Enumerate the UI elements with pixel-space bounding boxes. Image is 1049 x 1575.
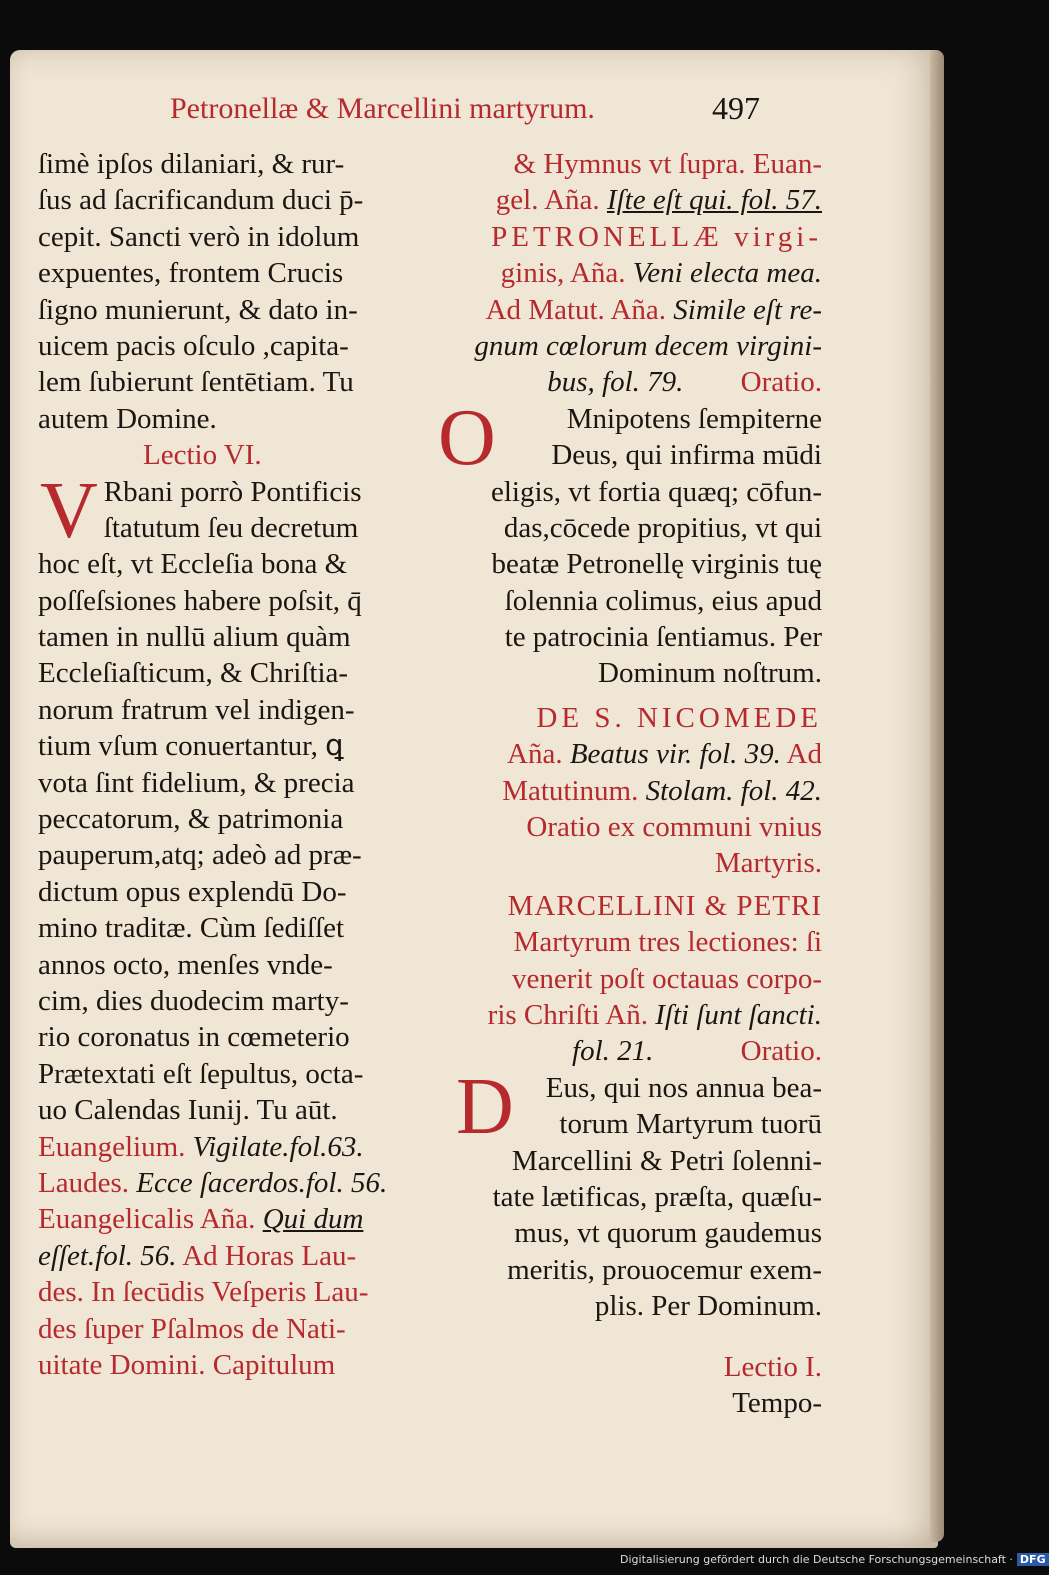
incipit: Simile eſt re- xyxy=(673,293,822,326)
text-line: vota ſint fidelium, & precia xyxy=(38,766,355,799)
rubric-line: des ſuper Pſalmos de Nati- xyxy=(38,1312,346,1345)
text-line: tate lætificas, præſta, quæſu- xyxy=(492,1180,822,1213)
drop-cap-paragraph xyxy=(436,393,822,482)
text-line: eligis, vt fortia quæq; cōfun- xyxy=(490,475,822,508)
text-line: plis. Per Dominum. xyxy=(594,1290,822,1323)
text-line: Mnipotens ſempiterne xyxy=(566,402,822,435)
text-line: ſolennia colimus, eius apud xyxy=(504,584,822,617)
drop-cap: D xyxy=(456,1062,514,1151)
incipit: fol. 21. xyxy=(572,1035,654,1068)
rubric: Ad xyxy=(786,738,822,771)
text-line: tamen in nullū alium quàm xyxy=(38,621,351,654)
page-edge xyxy=(930,50,944,1542)
rubric-line: Martyris. xyxy=(714,847,822,880)
text-line: beatæ Petronellę virginis tuę xyxy=(491,548,822,581)
text-line: lem ſubierunt ſentētiam. Tu xyxy=(38,366,354,399)
text-line: ſimè ipſos dilaniari, & rur- xyxy=(38,148,345,180)
drop-cap: O xyxy=(438,393,496,482)
text-line: mino traditæ. Cùm ſediſſet xyxy=(38,912,345,945)
drop-cap-paragraph xyxy=(38,466,426,555)
text-line: annos octo, menſes vnde- xyxy=(38,948,333,981)
running-header: Petronellæ & Marcellini martyrum. xyxy=(170,92,595,125)
text-line: cim, dies duodecim marty- xyxy=(38,984,349,1017)
incipit: eſſet.fol. 56. xyxy=(38,1239,177,1272)
text-line: Deus, qui infirma mūdi xyxy=(551,439,822,472)
rubric: Laudes. xyxy=(38,1166,129,1199)
text-block xyxy=(436,1143,822,1325)
text-line: ſus ad ſacrificandum duci p̄- xyxy=(38,184,364,217)
rubric-line xyxy=(38,1201,426,1237)
footer-credit xyxy=(620,1553,1049,1566)
feast-heading: PETRONELLÆ virgi- xyxy=(491,220,822,253)
incipit: Veni electa mea. xyxy=(632,257,822,290)
text-line: cepit. Sancti verò in idolum xyxy=(38,220,360,253)
rubric: Ad Matut. Aña. xyxy=(485,293,667,326)
rubric: Euangelicalis Aña. xyxy=(38,1203,256,1236)
incipit: bus, fol. 79. xyxy=(547,366,684,399)
rubric-line: venerit poſt octauas corpo- xyxy=(511,962,822,995)
rubric-line: Oratio ex communi vnius xyxy=(526,811,822,844)
rubric: Ad Horas Lau- xyxy=(182,1239,357,1272)
rubric-line xyxy=(436,773,822,809)
rubric-line: des. In ſecūdis Veſperis Lau- xyxy=(38,1276,369,1309)
text-line: poſſeſsiones habere poſsit, q̄ xyxy=(38,584,362,617)
incipit: Iſte eſt qui. fol. 57. xyxy=(606,184,822,217)
dfg-badge: DFG xyxy=(1017,1553,1049,1566)
rubric-line: uitate Domini. Capitulum xyxy=(38,1348,336,1381)
text-line: torum Martyrum tuorū xyxy=(559,1108,822,1141)
rubric-line xyxy=(436,736,822,772)
right-column xyxy=(436,146,822,1421)
rubric: ris Chriſti Añ. xyxy=(487,998,648,1031)
page-number: 497 xyxy=(712,90,760,126)
rubric-line xyxy=(436,997,822,1033)
incipit: Qui dum xyxy=(262,1203,364,1236)
text-line: Marcellini & Petri ſolenni- xyxy=(511,1144,822,1177)
rubric-line xyxy=(436,255,822,291)
feast-heading: MARCELLINI & PETRI xyxy=(507,889,822,922)
incipit: Iſti ſunt ſancti. xyxy=(655,998,822,1031)
rubric: Matutinum. xyxy=(502,774,639,807)
rubric: Oratio. xyxy=(740,1035,822,1068)
footer-text: Digitalisierung gefördert durch die Deutsche Forschungsgemeinschaft · xyxy=(620,1553,1013,1566)
incipit: Beatus vir. fol. 39. xyxy=(569,738,781,771)
left-column xyxy=(38,146,426,1383)
rubric-line xyxy=(38,1165,426,1201)
text-line: mus, vt quorum gaudemus xyxy=(514,1217,822,1250)
text-line: uicem pacis oſculo ,capita- xyxy=(38,329,349,362)
incipit: Vigilate.fol.63. xyxy=(192,1130,364,1163)
catchword: Tempo- xyxy=(732,1386,822,1419)
text-line: meritis, prouocemur exem- xyxy=(507,1253,822,1286)
feast-heading: DE S. NICOMEDE xyxy=(536,701,822,734)
text-line: expuentes, frontem Crucis xyxy=(38,257,344,290)
rubric: Aña. xyxy=(507,738,563,771)
text-line: Eccleſiaſticum, & Chriſtia- xyxy=(38,657,349,690)
rubric: Euangelium. xyxy=(38,1130,186,1163)
rubric-line: & Hymnus vt ſupra. Euan- xyxy=(513,148,822,180)
incipit-line: gnum cœlorum decem virgini- xyxy=(474,329,822,362)
text-line: ſtatutum ſeu decretum xyxy=(103,511,359,544)
text-line: tium vſum conuertantur, ꝗ xyxy=(38,730,344,763)
text-line: peccatorum, & patrimonia xyxy=(38,803,344,836)
rubric-line xyxy=(38,1129,426,1165)
rubric: Oratio. xyxy=(740,366,822,399)
text-line: norum fratrum vel indigen- xyxy=(38,693,355,726)
text-line: Rbani porrò Pontificis xyxy=(103,475,362,508)
rubric-line: Martyrum tres lectiones: ſi xyxy=(513,926,822,959)
text-line: das,cōcede propitius, vt qui xyxy=(503,511,822,544)
text-line: te patrocinia ſentiamus. Per xyxy=(504,621,822,654)
drop-cap-paragraph xyxy=(436,1062,822,1151)
incipit: Stolam. fol. 42. xyxy=(645,774,822,807)
lectio-heading: Lectio I. xyxy=(723,1350,822,1383)
text-line: ſigno munierunt, & dato in- xyxy=(38,293,358,326)
text-line: autem Domine. xyxy=(38,402,217,435)
rubric-line xyxy=(436,182,822,218)
rubric: gel. Aña. xyxy=(495,184,600,217)
text-line: Eus, qui nos annua bea- xyxy=(545,1071,822,1104)
drop-cap: V xyxy=(40,466,98,555)
text-line: dictum opus explendū Do- xyxy=(38,875,347,908)
text-line: Dominum noſtrum. xyxy=(598,657,822,690)
text-line: Prætextati eſt ſepultus, octa- xyxy=(38,1057,364,1090)
rubric-line xyxy=(38,1238,426,1274)
text-line: pauperum,atq; adeò ad præ- xyxy=(38,839,362,872)
rubric: ginis, Aña. xyxy=(500,257,626,290)
text-line: rio coronatus in cœmeterio xyxy=(38,1021,350,1054)
lectio-heading: Lectio VI. xyxy=(143,439,262,472)
text-line: hoc eſt, vt Eccleſia bona & xyxy=(38,548,348,581)
incipit: Ecce ſacerdos.fol. 56. xyxy=(136,1166,388,1199)
text-line: uo Calendas Iunij. Tu aūt. xyxy=(38,1094,338,1127)
rubric-line xyxy=(436,292,822,328)
